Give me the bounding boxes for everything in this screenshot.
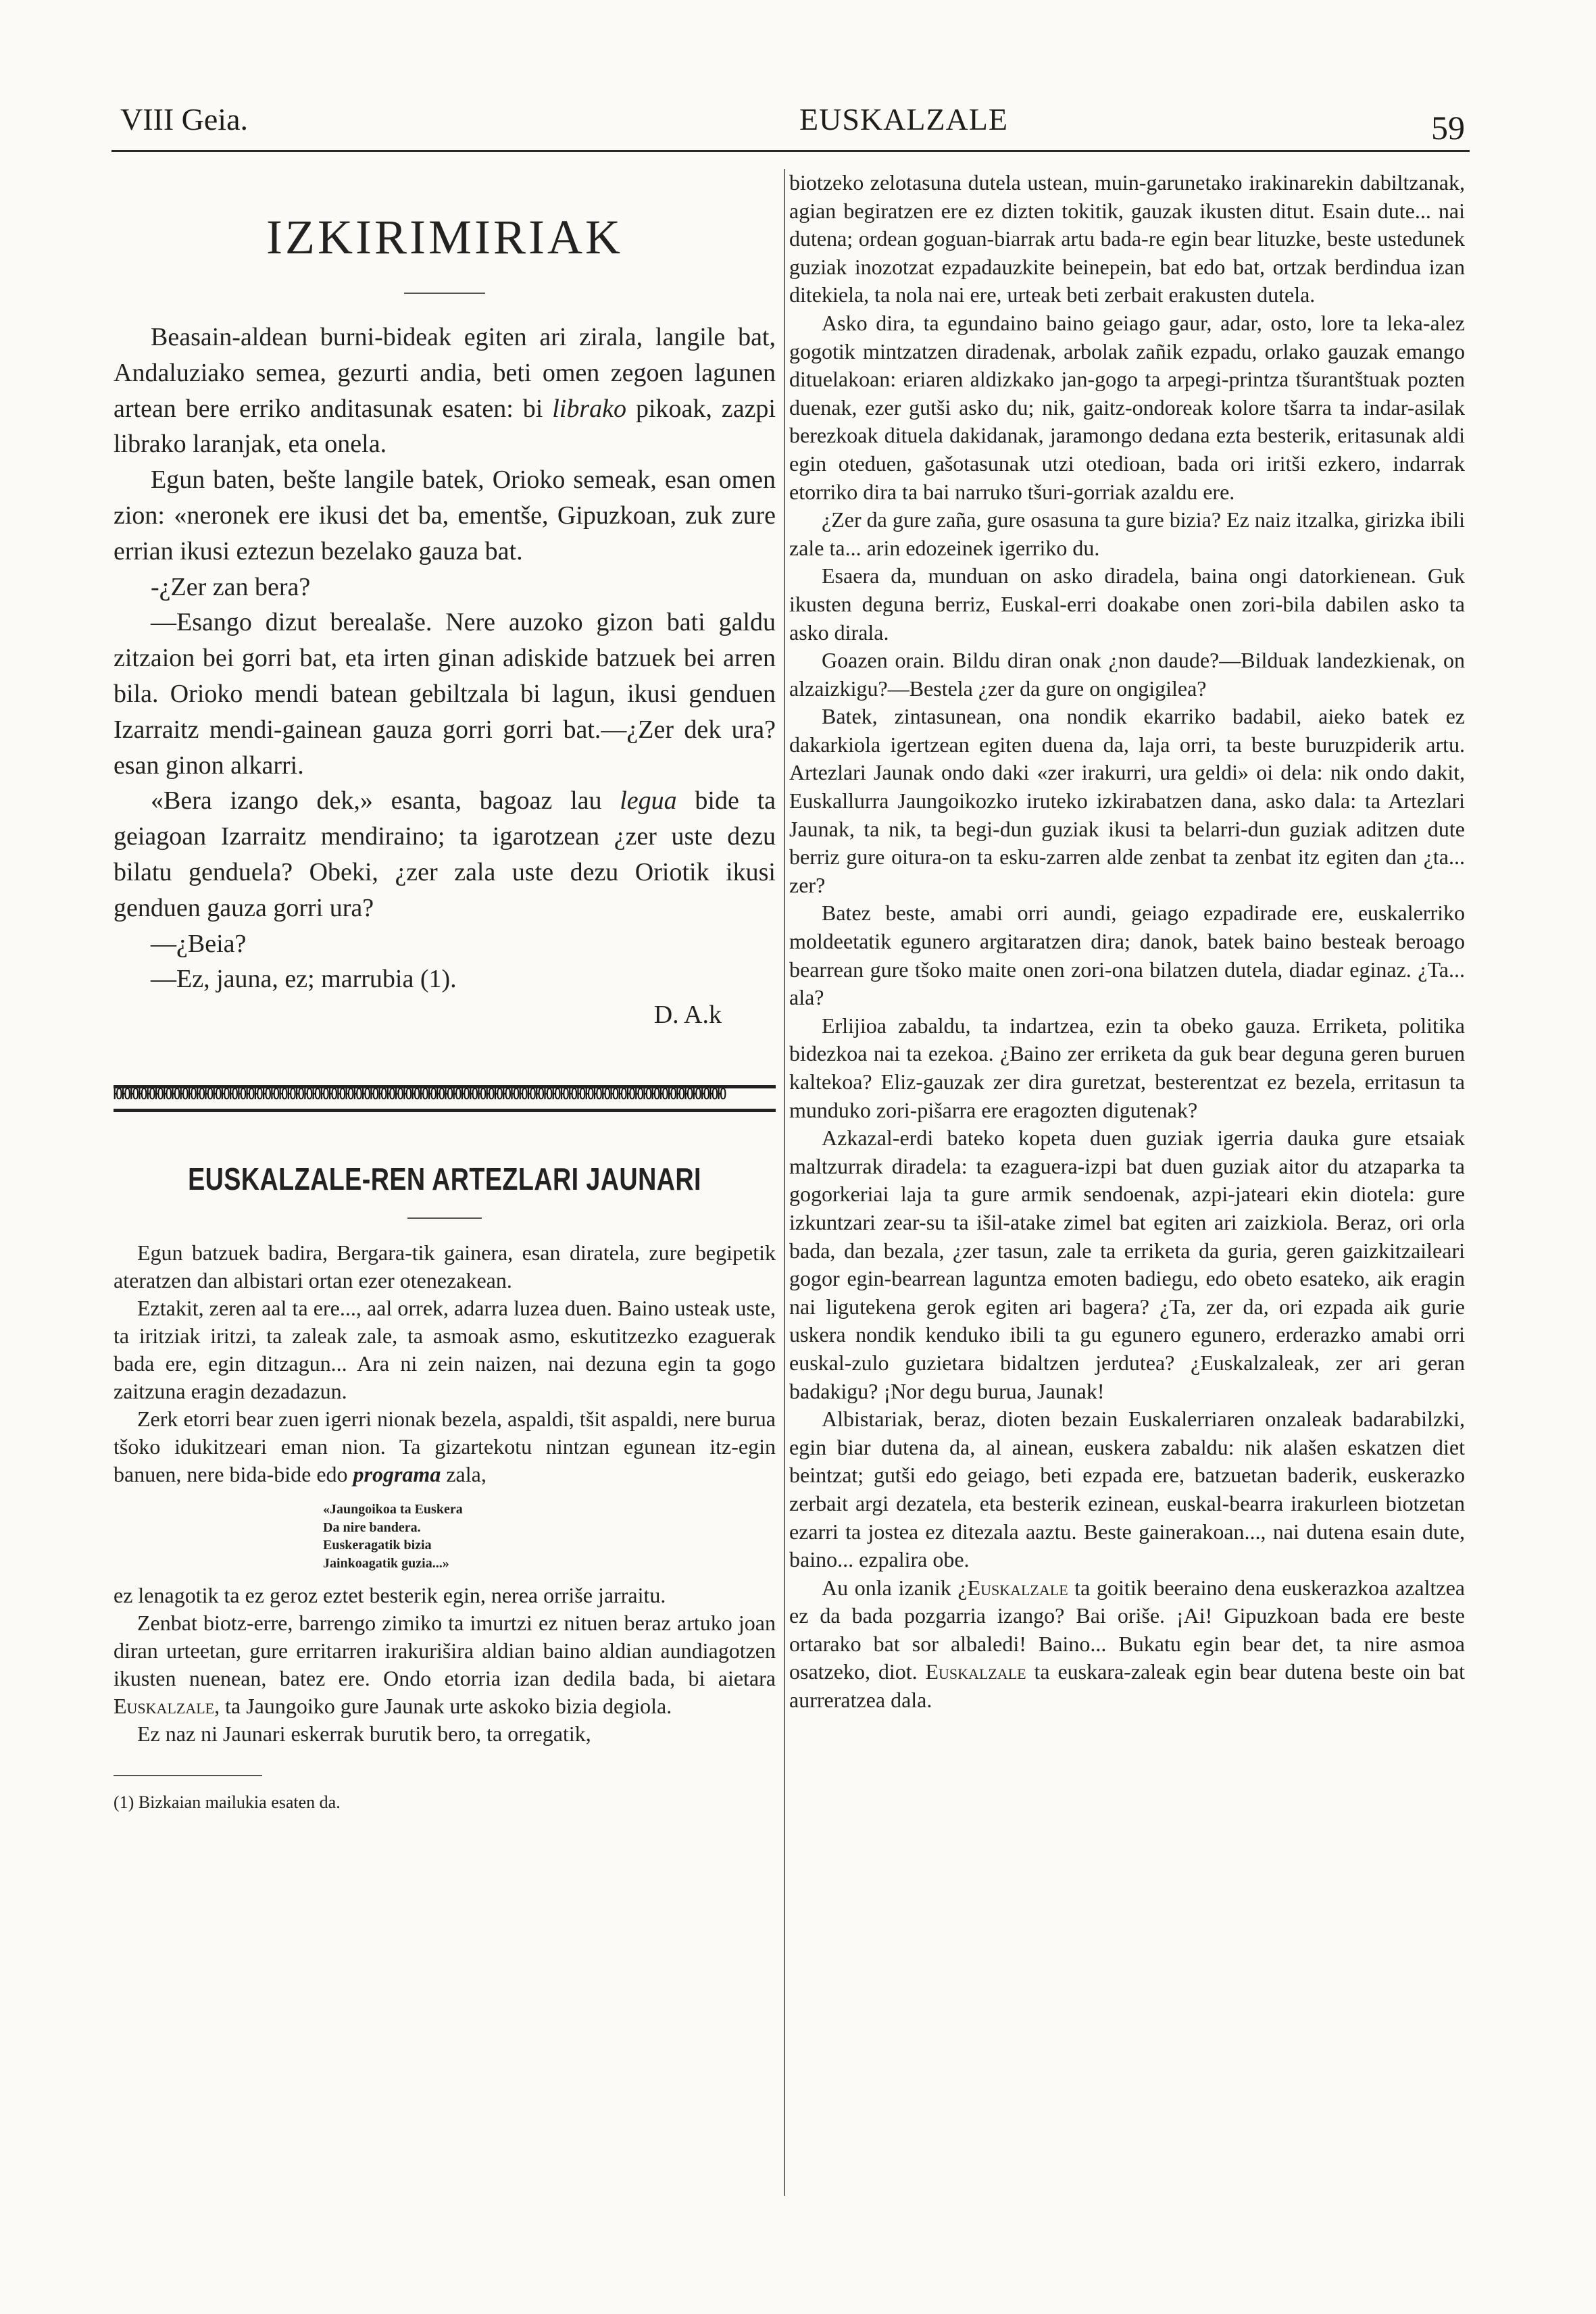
column-divider — [784, 169, 785, 2196]
paragraph-text: ta goitik beeraino dena euskerazkoa azaltzea ez da bada pozgarria izango? Bai oriše. ¡Ai! Gipuzkoan bada ere beste ortarako bat sor albaledi! Baino... Bukatu egin bear det, ta nire asmoa osatzeko, diot. — [789, 1575, 1465, 1684]
left-column — [114, 169, 776, 1813]
emphasis: librako — [552, 394, 626, 423]
paragraph: biotzeko zelotasuna dutela ustean, muin-garunetako irakinarekin dabiltzanak, agian begiratzen ere ez dizten tokitik, gauzak ikusten ditut. Esain dute... nai dutena; ordean goguan-biarrak artu bada-re egin bear lituzke, beste ustedunek guziak inozotzat ezpadauzkite beinepein, bat edo bat, ortzak berdindua izan ditekiela, ta nola nai ere, urteak beti zerbait erakusten dutela. — [789, 170, 1465, 307]
paragraph: Batez beste, amabi orri aundi, geiago ezpadirade ere, euskalerriko moldeetatik egunero argitaratzen dira; danok, batek baino besteak beroago bearrean gure tšoko maite onen zori-ona bilatzen dutela, diadar eginaz. ¿Ta... ala? — [789, 901, 1465, 1010]
paragraph — [114, 1609, 776, 1720]
paragraph-text: Zerk etorri bear zuen igerri nionak bezela, aspaldi, tšit aspaldi, nere burua tšoko idukitzeari eman nion. Ta gizartekotu nintzan egunean itz-egin banuen, nere bida-bide edo — [114, 1407, 776, 1487]
header-rule — [111, 150, 1470, 152]
paragraph — [114, 1405, 776, 1488]
paragraph: —¿Beia? — [151, 929, 247, 958]
title-rule — [407, 1217, 482, 1219]
page-number: 59 — [1431, 109, 1465, 147]
paragraph: Albistariak, beraz, dioten bezain Euskalerriaren onzaleak badarabilzki, egin biar dutena da, al ainean, euskera zabaldu: nik alašen eskatzen diet beintzat; gutši edo geiago, beti ezpada ere, batzuetan baderik, euskerazko zerbait argi dezatela, eta besterik ezinean, euskal-bearra irakurleen biotzetan ezarri ta jostea ez ditezala aaztu. Beste gainerakoan..., nai dutena esain dute, baino... ezpalira obe. — [789, 1407, 1465, 1572]
paragraph-text: ta euskara-zaleak egin bear dutena beste oin bat aurreratzea dala. — [789, 1659, 1466, 1713]
paragraph: Azkazal-erdi bateko kopeta duen guziak igerria dauka gure etsaiak maltzurrak diradela: ta ezaguera-izpi bat duen guziak aitor du atzaparka ta gogorkeriai laja ta gure armik sendoenak, azpi-jateari ekin diotela: gure izkuntzari zear-su ta išil-atake zimel bat egiten ari zaizkiola. Beraz, ori orla bada, dan bezala, ¿zer tasun, zale ta erriketa da guria, geren gaizkitzaileari gogor egin-bearrean laguntza emoten badiegu, edo obeto esateko, aik eragin nai ligutekena gerok egiten ari bagera? ¿Ta, zer da, ori ezpada aik gurie uskera nondik kenduko ibili ta gu egunero egunero, erderazko amabi orri euskal-zulo guzietara bidaltzen jerdutea? ¿Euskalzaleak, zer ari geran badakigu? ¡Nor degu burua, Jaunak! — [789, 1126, 1465, 1403]
paragraph: ¿Zer da gure zaña, gure osasuna ta gure bizia? Ez naiz itzalka, girizka ibili zale ta... arin edozeinek igerriko du. — [789, 507, 1465, 560]
paragraph-text: «Bera izango dek,» esanta, bagoaz lau — [151, 786, 620, 815]
title-rule — [404, 293, 485, 294]
paragraph: Egun batzuek badira, Bergara-tik gainera, esan diratela, zure begipetik ateratzen dan albistari ortan ezer otenezakean. — [114, 1240, 776, 1293]
motto-line: Jainkoagatik guzia...» — [323, 1555, 449, 1571]
emphasis: programa — [353, 1462, 441, 1487]
paragraph: Batek, zintasunean, ona nondik ekarriko badabil, aieko batek ez dakarkiola igertzean egiten duena da, laja orri, ta beste buruzpiderik artu. Artezlari Jaunak ondo daki «zer irakurri, ura geldi» oi dela: nik ondo dakit, Euskallurra Jaungoikozko iruteko izkirabatzen dana, asko dala: ta Artezlari Jaunak, ta nik, ta begi-dun guziak ikusi ta belarri-dun guziak aditzen dute berriz gure oitura-on ta esku-zarren alde zenbat ta zenbat itz egiten dan ¿ta... zer? — [789, 704, 1465, 897]
paragraph: Esaera da, munduan on asko diradela, baina ongi datorkienean. Guk ikusten deguna berriz, Euskal-erri doakabe onen zori-bila dabilen asko ta asko dirala. — [789, 563, 1465, 645]
paragraph: —Ez, jauna, ez; marrubia (1). — [151, 965, 457, 994]
emphasis: legua — [620, 786, 677, 815]
paragraph — [114, 320, 776, 462]
volume-label: VIII Geia. — [120, 102, 249, 136]
paragraph: -¿Zer zan bera? — [151, 572, 311, 601]
journal-name-inline: Euskalzale — [925, 1659, 1026, 1684]
paragraph: Erlijioa zabaldu, ta indartzea, ezin ta obeko gauza. Erriketa, politika bidezkoa nai ta ezekoa. ¿Baino zer erriketa da guk bear deguna geren buruen kaltekoa? Eliz-gauzak zer dira guretzat, besterentzat ez bezela, erritasun ta munduko zori-pišarra ere eragozten digutenak? — [789, 1013, 1465, 1122]
paragraph: —Esango dizut berealaše. Nere auzoko gizon bati galdu zitzaion bei gorri bat, eta irten ginan adiskide batzuek bei arren bila. Orioko mendi batean gebiltzala bi lagun, ikusi genduen Izarraitz mendi-gainean gauza gorri gorri bat.—¿Zer dek ura? esan ginon alkarri. — [114, 608, 776, 780]
article-title: IZKIRIMIRIAK — [266, 210, 623, 264]
letter-title: EUSKALZALE-REN ARTEZLARI JAUNARI — [188, 1161, 701, 1197]
paragraph-text: Zenbat biotz-erre, barrengo zimiko ta imurtzi ez nituen beraz artuko joan diran urteetan, gure erritarren irakurišira aldian baino aldian aundiagotzen ikusten nuenean, batez ere. Ondo etorria izan dedila bada, bi aietara — [114, 1611, 776, 1691]
paragraph — [114, 783, 776, 926]
motto-line: Euskeragatik bizia — [323, 1538, 432, 1553]
journal-name-inline: Euskalzale — [114, 1694, 215, 1719]
paragraph: Asko dira, ta egundaino baino geiago gaur, adar, osto, lore ta leka-alez gogotik mintzatzen diradenak, arbolak zañik ezpadu, orlako gauzak emango dituelakoan: eriaren aldizkako jan-gogo ta arpegi-printza tšurantštuak pozten duenak, ezer gutši asko du; nik, gaitz-ondoreak kolore tšarra ta indar-asilak berezkoak dituela dakidanak, jaramongo dedana ezta besterik, eritasunak aldi egin oteduen, gašotasunak utzi otedioan, bada ori iritši ezkero, indarrak etorriko dira ta bai narruko tšuri-gorriak azaldu ere. — [789, 310, 1465, 504]
paragraph-text: Au onla izanik ¿ — [822, 1575, 968, 1600]
motto-line: «Jaungoikoa ta Euskera — [323, 1502, 463, 1517]
paragraph-text: bide ta geiagoan Izarraitz mendiraino; ta igarotzean ¿zer uste dezu bilatu genduela? Obeki, ¿zer zala uste dezu Oriotik ikusi genduen gauza gorri ura? — [114, 786, 776, 922]
paragraph: Ez naz ni Jaunari eskerrak burutik bero, ta orregatik, — [137, 1721, 591, 1746]
signature: D. A.k — [653, 1001, 722, 1030]
paragraph: ez lenagotik ta ez geroz eztet besterik egin, nerea orriše jarraitu. — [114, 1583, 666, 1608]
paragraph: Egun baten, bešte langile batek, Orioko semeak, esan omen zion: «neronek ere ikusi det ba, ementše, Gipuzkoan, zuk zure errian ikusi eztezun bezelako gauza bat. — [114, 466, 776, 565]
motto-line: Da nire bandera. — [323, 1519, 421, 1535]
motto-quote — [323, 1501, 776, 1572]
paragraph-text: , ta Jaungoiko gure Jaunak urte askoko bizia degiola. — [214, 1694, 672, 1719]
journal-name: EUSKALZALE — [799, 102, 1008, 136]
paragraph — [789, 1574, 1465, 1715]
right-column — [789, 169, 1465, 1715]
footnote: (1) Bizkaian mailukia esaten da. — [114, 1792, 341, 1813]
ornamental-border: ЮЮЮЮЮЮЮЮЮЮЮЮЮЮЮЮЮЮЮЮЮЮЮЮЮЮЮЮЮЮЮЮЮЮЮЮЮЮЮЮЮЮЮЮЮЮЮЮЮЮЮЮЮЮЮЮЮЮЮЮЮЮЮЮЮЮЮЮЮЮЮЮЮЮ — [114, 1085, 776, 1112]
running-header — [120, 101, 1465, 149]
paragraph-text: zala, — [441, 1462, 487, 1487]
paragraph-text: Beasain-aldean burni-bideak egiten ari zirala, langile bat, Andaluziako semea, gezurti andia, beti omen zegoen lagunen artean bere erriko anditasunak esaten: bi — [114, 323, 776, 423]
footnote-rule — [114, 1775, 262, 1776]
paragraph: Eztakit, zeren aal ta ere..., aal orrek, adarra luzea duen. Baino usteak uste, ta iritziak iritzi, ta zaleak zale, ta asmoak asmo, eskutitzezko ezaguerak bada ere, egin ditzagun... Ara ni zein naizen, nai dezuna egin ta gogo zaitzuna eragin dezadazun. — [114, 1296, 776, 1404]
journal-name-inline: Euskalzale — [967, 1575, 1068, 1600]
paragraph: Goazen orain. Bildu diran onak ¿non daude?—Bilduak landezkienak, on alzaizkigu?—Bestela ¿zer da gure on ongigilea? — [789, 648, 1465, 701]
paragraph-text: pikoak, zazpi librako laranjak, eta onela. — [114, 394, 776, 459]
